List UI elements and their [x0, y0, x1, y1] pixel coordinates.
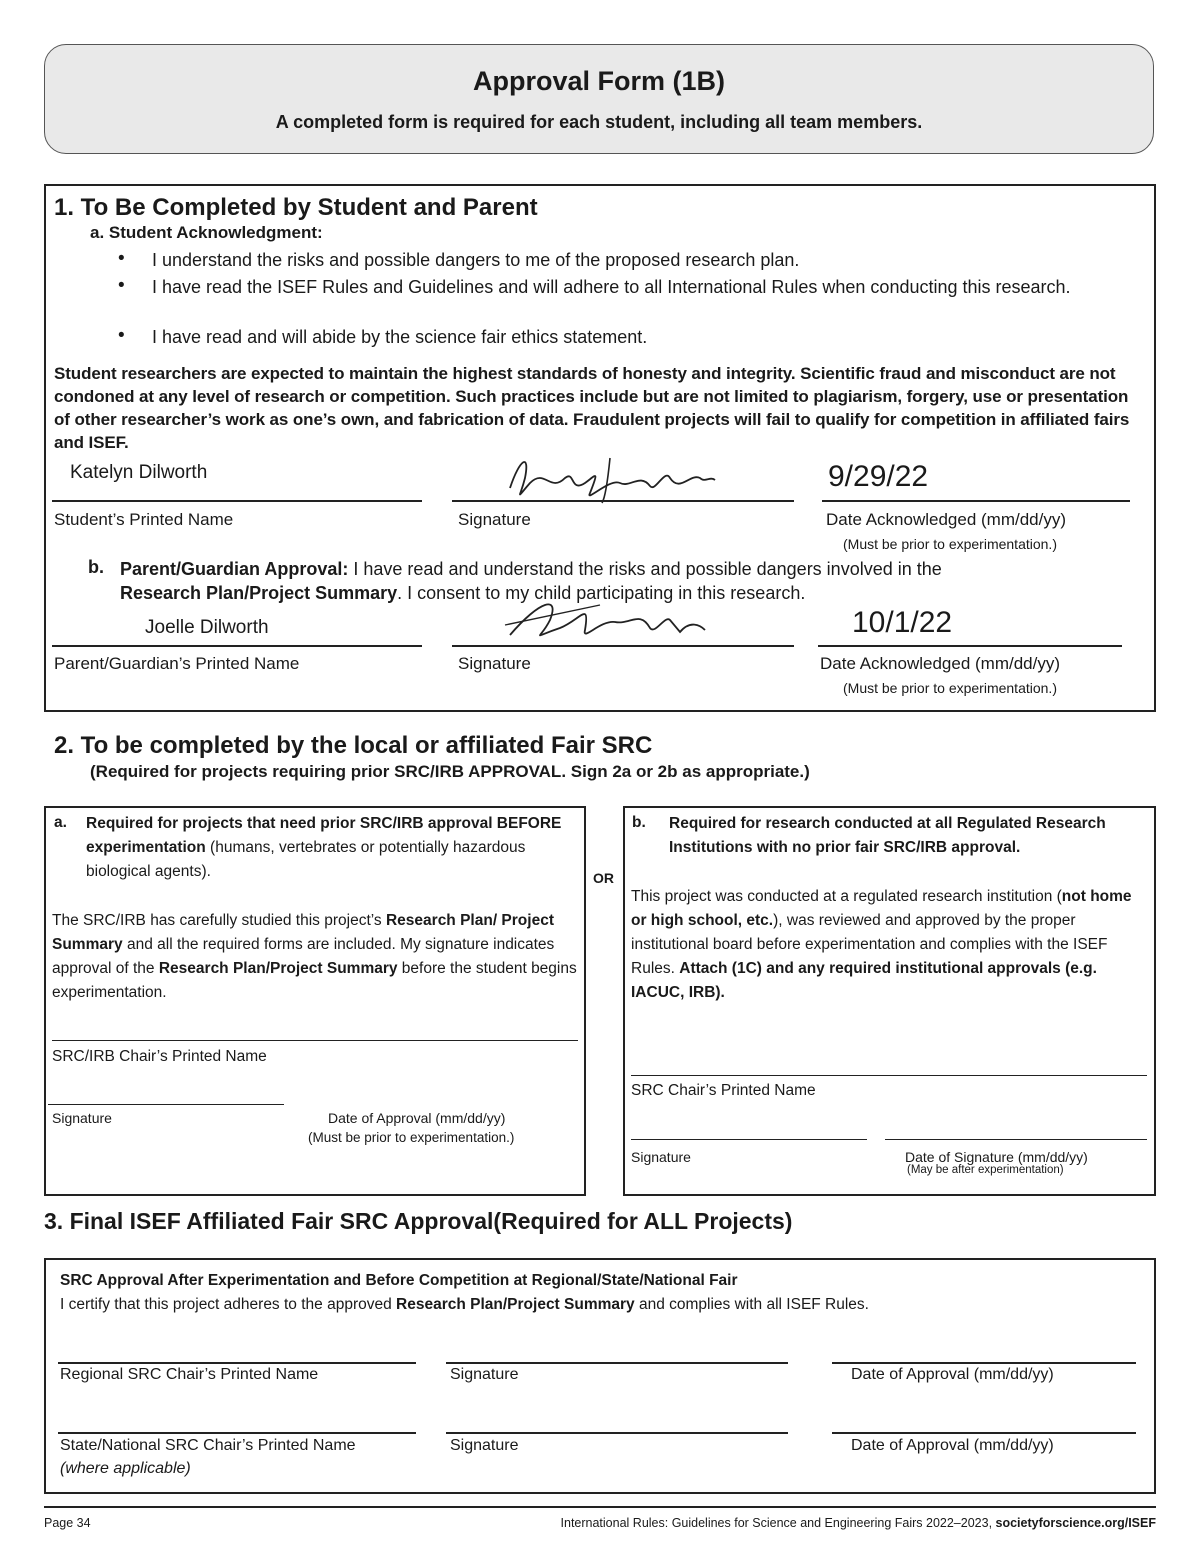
student-ack-heading: a. Student Acknowledgment: — [90, 223, 323, 242]
section2b-signature-line — [631, 1139, 867, 1140]
state-date-line — [832, 1432, 1136, 1434]
section2b-text-2: ), was reviewed and approved by the proper institutional board before experimentation and complies with the ISEF Rules. — [631, 912, 1108, 977]
student-date-line — [822, 500, 1130, 502]
bullet-icon: • — [118, 275, 125, 296]
parent-signature-icon — [500, 590, 720, 648]
regional-date-label: Date of Approval (mm/dd/yy) — [851, 1366, 1054, 1383]
student-name-value[interactable]: Katelyn Dilworth — [70, 462, 208, 483]
parent-signature-line — [452, 645, 794, 647]
student-date-value[interactable]: 9/29/22 — [828, 460, 929, 493]
state-signature-line — [446, 1432, 788, 1434]
section2-subtitle: (Required for projects requiring prior SRC/IRB APPROVAL. Sign 2a or 2b as appropriate.) — [90, 762, 810, 781]
section2b-bold-1: not home or high school, etc. — [631, 888, 1132, 929]
section2a-text-3: before the student begins experimentation. — [52, 960, 577, 1001]
section2b-date-line — [885, 1139, 1147, 1140]
student-date-note: (Must be prior to experimentation.) — [843, 536, 1057, 552]
section2a-chair-line — [52, 1040, 578, 1041]
parent-date-line — [818, 645, 1122, 647]
parent-approval-heading: Parent/Guardian Approval: — [120, 559, 349, 579]
student-date-label: Date Acknowledged (mm/dd/yy) — [826, 510, 1066, 529]
section3-cert-text-2: and complies with all ISEF Rules. — [634, 1296, 869, 1313]
section3-title: 3. Final ISEF Affiliated Fair SRC Approval(Required for ALL Projects) — [44, 1208, 793, 1234]
section2a-paragraph — [52, 909, 577, 1005]
section1-title: 1. To Be Completed by Student and Parent — [54, 194, 538, 221]
student-signature-line — [452, 500, 794, 502]
section3-heading: SRC Approval After Experimentation and Before Competition at Regional/State/National Fair — [60, 1272, 738, 1289]
state-name-label: State/National SRC Chair’s Printed Name — [60, 1437, 356, 1454]
section2b-heading: Required for research conducted at all Regulated Research Institutions with no prior fair SRC/IRB approval. — [669, 815, 1106, 856]
section2a-text-2: and all the required forms are included. My signature indicates approval of the — [52, 936, 555, 977]
parent-date-value[interactable]: 10/1/22 — [852, 606, 953, 639]
regional-name-label: Regional SRC Chair’s Printed Name — [60, 1366, 319, 1383]
student-signature-icon — [490, 448, 730, 508]
section2b-date-note: (May be after experimentation) — [907, 1164, 1064, 1176]
parent-approval-plan: Research Plan/Project Summary — [120, 583, 398, 603]
section2a-signature-label: Signature — [52, 1110, 112, 1126]
student-name-label: Student’s Printed Name — [54, 510, 234, 529]
section2a-date-label: Date of Approval (mm/dd/yy) — [328, 1110, 506, 1126]
regional-date-line — [832, 1362, 1136, 1364]
regional-signature-label: Signature — [450, 1366, 519, 1383]
form-subtitle: A completed form is required for each student, including all team members. — [275, 112, 923, 132]
section2a-letter: a. — [54, 814, 67, 831]
section2a-date-note: (Must be prior to experimentation.) — [308, 1130, 515, 1145]
section2b-chair-line — [631, 1075, 1147, 1076]
page-number: Page 34 — [44, 1516, 91, 1530]
ack-bullet-3: I have read and will abide by the science fair ethics statement. — [152, 327, 648, 347]
parent-name-label: Parent/Guardian’s Printed Name — [54, 654, 300, 673]
section2b-date-label: Date of Signature (mm/dd/yy) — [905, 1149, 1088, 1165]
parent-name-line — [52, 645, 422, 647]
section2a-heading — [86, 812, 566, 884]
parent-signature-label: Signature — [458, 654, 531, 673]
parent-name-value[interactable]: Joelle Dilworth — [145, 617, 269, 638]
parent-approval-consent: . I consent to my child participating in this research. — [397, 583, 806, 603]
section2a-bold-1: Research Plan/ Project Summary — [52, 912, 554, 953]
regional-name-line — [58, 1362, 416, 1364]
regional-signature-line — [446, 1362, 788, 1364]
student-name-line — [52, 500, 422, 502]
section2b-signature-label: Signature — [631, 1149, 691, 1165]
section2b-letter: b. — [632, 814, 646, 831]
section2a-chair-label: SRC/IRB Chair’s Printed Name — [52, 1048, 267, 1065]
parent-date-note: (Must be prior to experimentation.) — [843, 680, 1057, 696]
ack-bullet-1: I understand the risks and possible dangers to me of the proposed research plan. — [152, 250, 800, 270]
section2b-chair-label: SRC Chair’s Printed Name — [631, 1082, 816, 1099]
parent-date-label: Date Acknowledged (mm/dd/yy) — [820, 654, 1060, 673]
section2b-text-1: This project was conducted at a regulated research institution ( — [631, 888, 1062, 905]
section2a-heading-rest: (humans, vertebrates or potentially hazardous biological agents). — [86, 839, 526, 880]
section3-certify — [60, 1296, 869, 1314]
section3-cert-text-1: I certify that this project adheres to the approved — [60, 1296, 397, 1313]
footer-citation — [561, 1516, 1156, 1530]
header-box — [44, 44, 1154, 154]
section2b-paragraph — [631, 885, 1146, 1005]
section2a-signature-line — [48, 1104, 284, 1105]
section2a-text-1: The SRC/IRB has carefully studied this project’s — [52, 912, 386, 929]
section2-title: 2. To be completed by the local or affiliated Fair SRC — [54, 732, 653, 759]
section2a-bold-2: Research Plan/Project Summary — [158, 960, 398, 977]
section2a-heading-bold: Required for projects that need prior SRC/IRB approval BEFORE experimentation — [86, 815, 562, 856]
form-title: Approval Form (1B) — [472, 66, 726, 96]
state-signature-label: Signature — [450, 1437, 519, 1454]
or-label: OR — [593, 870, 614, 886]
state-name-line — [58, 1432, 416, 1434]
bullet-icon: • — [118, 248, 125, 269]
section3-cert-bold: Research Plan/Project Summary — [396, 1296, 635, 1313]
state-name-note: (where applicable) — [60, 1460, 191, 1477]
ethics-statement: Student researchers are expected to maintain the highest standards of honesty and integrity. Scientific fraud and misconduct are not condoned at any level of research or competition. Such practices include but are not limited to plagiarism, forgery, use or presentation of other researcher’s work as one’s own, and fabrication of data. Fraudulent projects will fail to qualify for competition in affiliated fairs and ISEF. — [54, 364, 1130, 452]
bullet-icon: • — [118, 325, 125, 346]
footer-text: International Rules: Guidelines for Science and Engineering Fairs 2022–2023, — [560, 1516, 996, 1530]
parent-letter: b. — [88, 557, 104, 577]
footer-link[interactable]: societyforscience.org/ISEF — [995, 1516, 1156, 1530]
state-date-label: Date of Approval (mm/dd/yy) — [851, 1437, 1054, 1454]
parent-approval-body: I have read and understand the risks and possible dangers involved in the — [348, 559, 942, 579]
ack-bullet-2: I have read the ISEF Rules and Guidelines and will adhere to all International Rules when conducting this research. — [152, 277, 1071, 297]
footer-rule — [44, 1506, 1156, 1508]
section2b-bold-2: Attach (1C) and any required institutional approvals (e.g. IACUC, IRB). — [631, 960, 1097, 1001]
student-signature-label: Signature — [458, 510, 531, 529]
